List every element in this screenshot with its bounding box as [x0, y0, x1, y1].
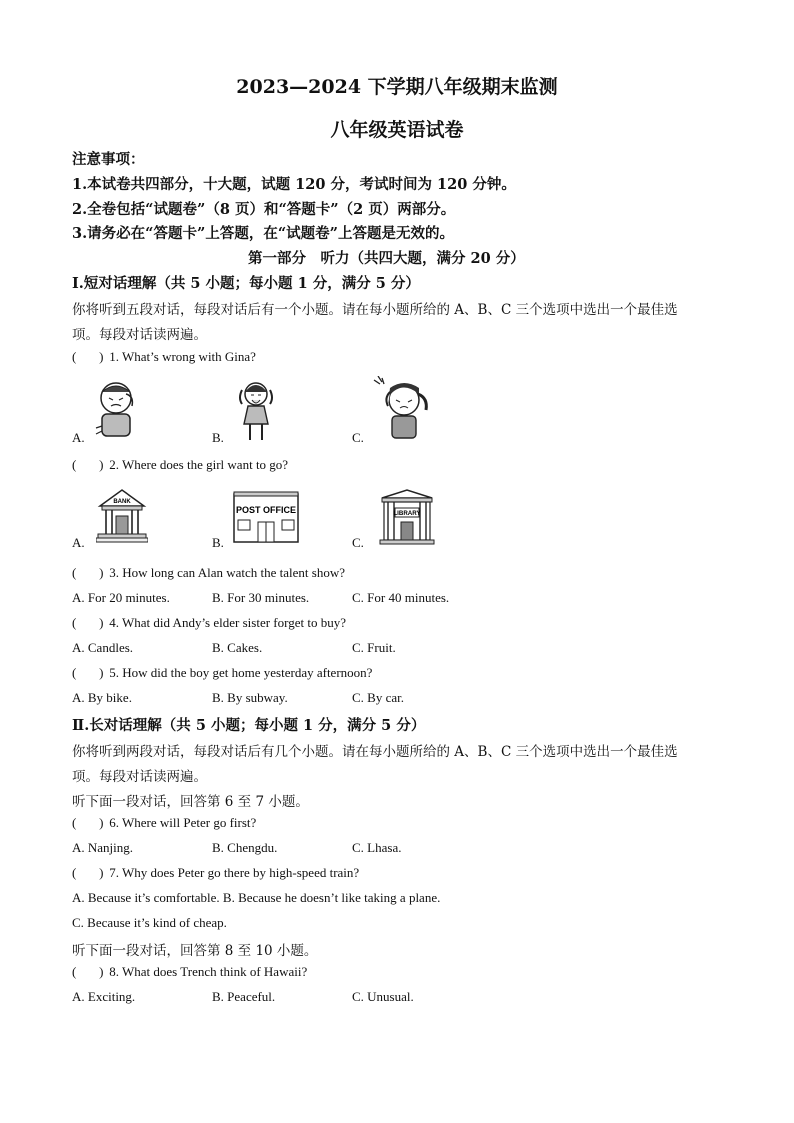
answer-paren-3[interactable]: ( ) — [72, 565, 104, 580]
question-5-text: 5. How did the boy get home yesterday afternoon? — [109, 665, 373, 680]
section1-title: Ⅰ.短对话理解（共 5 小题；每小题 1 分，满分 5 分） — [72, 275, 420, 292]
answer-paren-8[interactable]: ( ) — [72, 964, 104, 979]
note-item-3: 3.请务必在“答题卡”上答题，在“试题卷”上答题是无效的。 — [72, 225, 454, 242]
library-sign-text: LIBRARY — [393, 510, 421, 517]
question-6 — [72, 815, 256, 831]
bank-sign-text: BANK — [113, 499, 131, 505]
q3-option-a: A. For 20 minutes. — [72, 590, 170, 605]
note-item-2: 2.全卷包括“试题卷”（8 页）和“答题卡”（2 页）两部分。 — [72, 201, 456, 218]
question-2-text: 2. Where does the girl want to go? — [109, 457, 289, 472]
exam-subtitle: 八年级英语试卷 — [330, 119, 464, 141]
q2-option-b-label: B. — [212, 535, 224, 550]
question-1-text: 1. What’s wrong with Gina? — [109, 349, 256, 364]
q8-option-c: C. Unusual. — [352, 989, 414, 1004]
girl-headache-icon — [372, 376, 436, 442]
question-8 — [72, 964, 307, 980]
section2-instruction-line2: 项。每段对话读两遍。 — [72, 769, 207, 785]
q4-option-b: B. Cakes. — [212, 640, 263, 655]
post-office-building-icon — [232, 490, 300, 546]
section2-title: Ⅱ.长对话理解（共 5 小题；每小题 1 分，满分 5 分） — [72, 717, 426, 734]
q3-option-b: B. For 30 minutes. — [212, 590, 310, 605]
part1-title: 第一部分 听力（共四大题，满分 20 分） — [248, 250, 525, 267]
exam-title: 2023—2024 下学期八年级期末监测 — [236, 76, 558, 98]
answer-paren-7[interactable]: ( ) — [72, 865, 104, 880]
question-3-text: 3. How long can Alan watch the talent show? — [109, 565, 345, 580]
question-3 — [72, 565, 345, 581]
q6-option-a: A. Nanjing. — [72, 840, 134, 855]
q5-option-c: C. By car. — [352, 690, 404, 705]
answer-paren-1[interactable]: ( ) — [72, 349, 104, 364]
question-7 — [72, 865, 359, 881]
notes-heading: 注意事项： — [72, 151, 145, 168]
q3-option-c: C. For 40 minutes. — [352, 590, 450, 605]
q2-option-a-label: A. — [72, 535, 85, 550]
section1-instruction-line1: 你将听到五段对话，每段对话后有一个小题。请在每小题所给的 A、B、C 三个选项中选出一个最佳选 — [72, 302, 678, 318]
answer-paren-6[interactable]: ( ) — [72, 815, 104, 830]
question-5 — [72, 665, 372, 681]
girl-coughing-icon — [234, 378, 278, 444]
dialog1-note: 听下面一段对话，回答第 6 至 7 小题。 — [72, 794, 309, 810]
q2-option-c-label: C. — [352, 535, 364, 550]
q7-options-line1: A. Because it’s comfortable. B. Because he doesn’t like taking a plane. — [72, 890, 441, 905]
section1-instruction-line2: 项。每段对话读两遍。 — [72, 327, 207, 343]
post-office-sign-text: POST OFFICE — [235, 505, 297, 515]
note-item-1: 1.本试卷共四部分，十大题，试题 120 分，考试时间为 120 分钟。 — [72, 176, 516, 193]
sick-child-toothache-icon — [92, 378, 144, 444]
library-building-icon — [378, 488, 436, 546]
q7-options-line2: C. Because it’s kind of cheap. — [72, 915, 227, 930]
question-7-text: 7. Why does Peter go there by high-speed train? — [109, 865, 360, 880]
q4-option-a: A. Candles. — [72, 640, 134, 655]
question-1 — [72, 349, 256, 365]
q8-option-a: A. Exciting. — [72, 989, 136, 1004]
answer-paren-5[interactable]: ( ) — [72, 665, 104, 680]
question-4-text: 4. What did Andy’s elder sister forget to buy? — [109, 615, 346, 630]
q6-option-c: C. Lhasa. — [352, 840, 402, 855]
bank-building-icon — [96, 488, 148, 546]
answer-paren-4[interactable]: ( ) — [72, 615, 104, 630]
q4-option-c: C. Fruit. — [352, 640, 396, 655]
question-4 — [72, 615, 346, 631]
q1-option-c-label: C. — [352, 430, 364, 445]
q1-option-b-label: B. — [212, 430, 224, 445]
question-6-text: 6. Where will Peter go first? — [109, 815, 257, 830]
q5-option-b: B. By subway. — [212, 690, 288, 705]
section2-instruction-line1: 你将听到两段对话，每段对话后有几个小题。请在每小题所给的 A、B、C 三个选项中选出一个最佳选 — [72, 744, 678, 760]
answer-paren-2[interactable]: ( ) — [72, 457, 104, 472]
question-2 — [72, 457, 288, 473]
question-8-text: 8. What does Trench think of Hawaii? — [109, 964, 308, 979]
q6-option-b: B. Chengdu. — [212, 840, 278, 855]
q1-option-a-label: A. — [72, 430, 85, 445]
q8-option-b: B. Peaceful. — [212, 989, 276, 1004]
q5-option-a: A. By bike. — [72, 690, 132, 705]
dialog2-note: 听下面一段对话，回答第 8 至 10 小题。 — [72, 943, 318, 959]
